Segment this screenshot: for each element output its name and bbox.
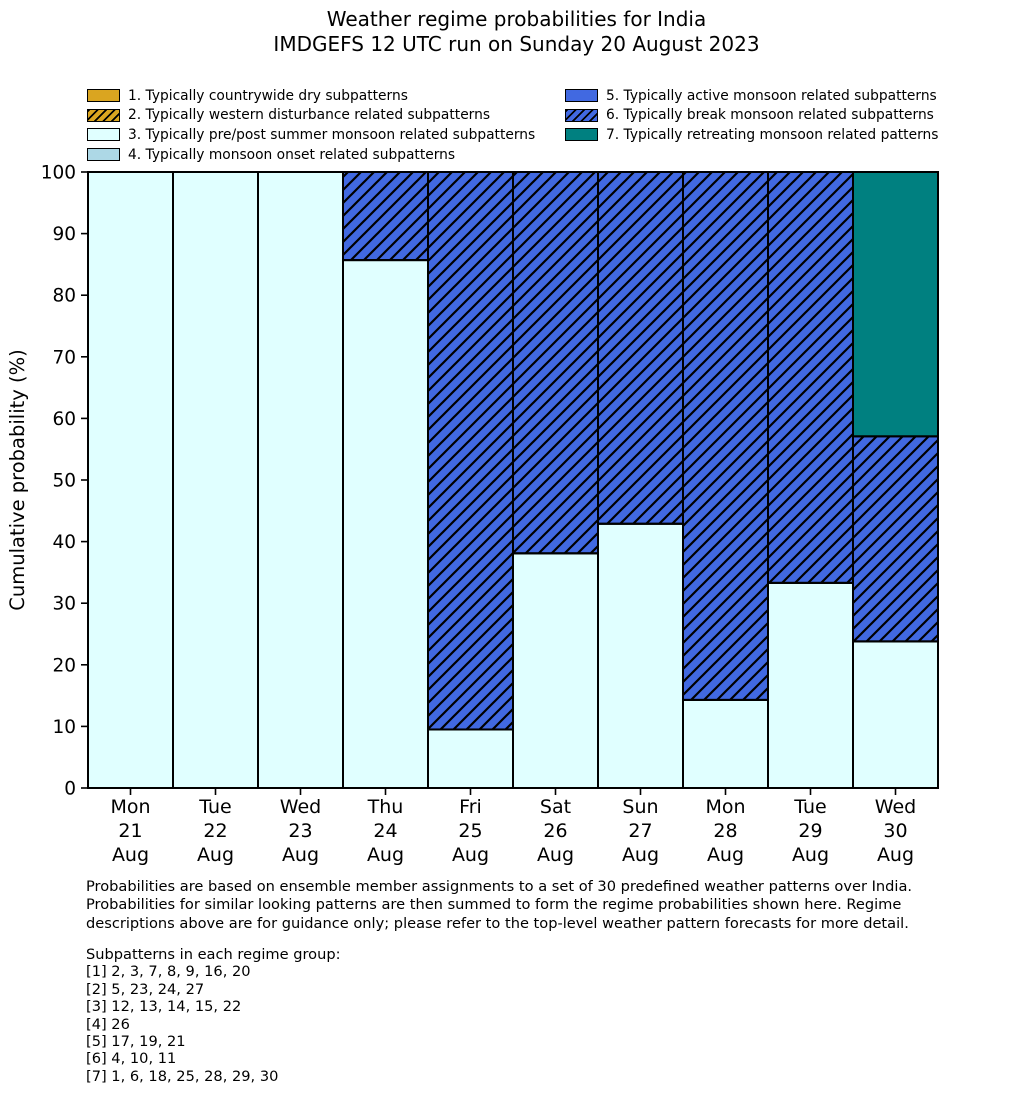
bar-segment-regime-3	[513, 553, 598, 788]
legend-label: 3. Typically pre/post summer monsoon related subpatterns	[128, 126, 536, 143]
bar-segment-hatch-regime-6	[513, 172, 598, 553]
bar-segment-regime-3	[258, 172, 343, 788]
footnote-line: Probabilities are based on ensemble member assignments to a set of 30 predefined weather patterns over India.	[86, 878, 913, 895]
y-tick-label: 60	[52, 408, 76, 430]
footnote-line: Probabilities for similar looking patterns are then summed to form the regime probabilities shown here. Regime	[86, 896, 902, 914]
legend-label: 7. Typically retreating monsoon related patterns	[606, 126, 939, 143]
bar-segment-hatch-regime-6	[598, 172, 683, 524]
y-tick-label: 20	[52, 655, 76, 677]
footnote	[86, 878, 912, 933]
x-tick-label: Sat 26 Aug	[536, 796, 575, 866]
subpattern-group: [5] 17, 19, 21	[86, 1033, 186, 1051]
y-tick-label: 80	[52, 285, 76, 307]
bar-segment-hatch-regime-6	[853, 436, 938, 641]
y-tick-label: 50	[52, 470, 76, 492]
subpattern-group: [4] 26	[86, 1015, 130, 1033]
y-axis-label: Cumulative probability (%)	[6, 349, 29, 611]
bar-segment-hatch-regime-6	[768, 172, 853, 583]
legend-label: 5. Typically active monsoon related subpatterns	[606, 87, 937, 104]
bar-segment-hatch-regime-6	[343, 172, 428, 260]
x-tick-label: Mon 28 Aug	[705, 796, 746, 866]
y-tick-label: 0	[64, 778, 76, 800]
bar-segment-regime-3	[853, 641, 938, 788]
footnote-line: descriptions above are for guidance only; please refer to the top-level weather pattern forecasts for more detail.	[86, 914, 909, 932]
bar-segment-regime-3	[598, 524, 683, 788]
legend-label: 2. Typically western disturbance related subpatterns	[128, 107, 491, 124]
subpattern-group: [6] 4, 10, 11	[86, 1050, 177, 1068]
subpattern-groups	[86, 963, 341, 1085]
subpatterns-header: Subpatterns in each regime group:	[86, 946, 341, 963]
y-tick-label: 10	[52, 716, 76, 738]
legend-label: 4. Typically monsoon onset related subpatterns	[128, 146, 456, 163]
bar-segment-hatch-regime-6	[683, 172, 768, 700]
bar-segment-regime-3	[343, 260, 428, 788]
y-tick-label: 70	[52, 347, 76, 369]
legend-label: 1. Typically countrywide dry subpatterns	[128, 87, 408, 104]
x-tick-label: Mon 21 Aug	[110, 796, 151, 866]
x-tick-label: Thu 24 Aug	[366, 796, 405, 866]
x-tick-label: Fri 25 Aug	[451, 796, 490, 866]
bar-segment-hatch-regime-6	[428, 172, 513, 729]
legend-label: 6. Typically break monsoon related subpatterns	[606, 107, 934, 124]
chart-title-line2: IMDGEFS 12 UTC run on Sunday 20 August 2023	[273, 32, 760, 56]
subpattern-group: [1] 2, 3, 7, 8, 9, 16, 20	[86, 963, 251, 981]
bar-segment-regime-3	[88, 172, 173, 788]
x-tick-label: Wed 23 Aug	[279, 796, 322, 866]
y-tick-label: 40	[52, 532, 76, 554]
chart-title-line1: Weather regime probabilities for India	[326, 7, 707, 31]
subpattern-group: [7] 1, 6, 18, 25, 28, 29, 30	[86, 1067, 279, 1085]
y-tick-label: 30	[52, 593, 76, 615]
x-tick-label: Tue 29 Aug	[791, 796, 830, 866]
bar-segment-regime-3	[428, 729, 513, 788]
bar-segment-regime-3	[768, 583, 853, 788]
subpattern-group: [3] 12, 13, 14, 15, 22	[86, 998, 242, 1016]
y-tick-label: 90	[52, 224, 76, 246]
x-tick-label: Sun 27 Aug	[621, 796, 660, 866]
x-tick-label: Tue 22 Aug	[196, 796, 235, 866]
bar-segment-regime-3	[683, 700, 768, 788]
subpattern-group: [2] 5, 23, 24, 27	[86, 980, 205, 998]
subpatterns-list	[86, 946, 341, 1085]
bar-segment-regime-3	[173, 172, 258, 788]
y-tick-label: 100	[40, 162, 76, 184]
x-tick-label: Wed 30 Aug	[874, 796, 917, 866]
bar-segment-regime-7	[853, 172, 938, 436]
